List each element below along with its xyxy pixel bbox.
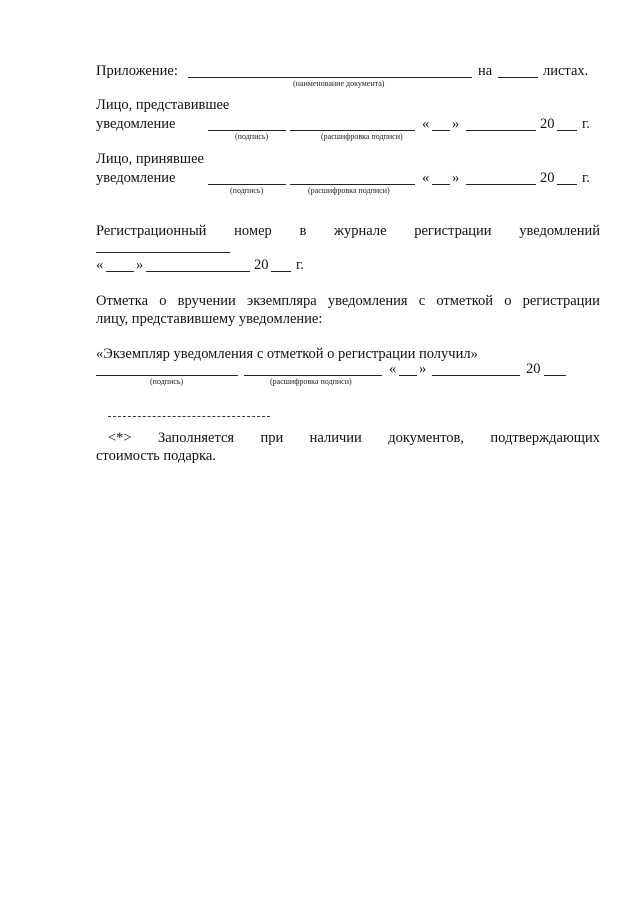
registration-day-line[interactable] [106,271,134,272]
delivery-word: экземпляра [246,293,317,309]
footnote-line2: стоимость подарка. [96,448,216,464]
receiver-g: г. [582,170,590,186]
delivery-word: с [418,293,426,309]
receiver-decode-line[interactable] [290,184,415,185]
receiver-year: 20 [540,170,555,186]
receiver-decode-caption: (расшифровка подписи) [308,186,390,195]
attachment-sheets: листах. [543,63,589,79]
delivery-word: о [159,293,167,309]
registration-year-line[interactable] [271,271,291,272]
receipt-quote-close: » [419,361,427,377]
presenter-quote-open: « [422,116,430,132]
receipt-signature-caption: (подпись) [150,377,184,386]
delivery-word: отметкой [436,293,494,309]
attachment-on: на [478,63,493,79]
receipt-signature-line[interactable] [96,375,238,376]
registration-g: г. [296,257,304,273]
receiver-quote-close: » [452,170,460,186]
footnote-word: документов, [388,430,464,446]
presenter-g: г. [582,116,590,132]
receiver-month-line[interactable] [466,184,536,185]
footnote-separator [108,416,270,417]
presenter-quote-close: » [452,116,460,132]
presenter-month-line[interactable] [466,130,536,131]
delivery-word: о [504,293,512,309]
presenter-day-line[interactable] [432,130,450,131]
registration-word: уведомлений [519,223,600,239]
presenter-signature-line[interactable] [208,130,286,131]
registration-line [96,224,600,239]
receipt-year: 20 [526,361,541,377]
registration-month-line[interactable] [146,271,250,272]
receipt-decode-line[interactable] [244,375,382,376]
attachment-label: Приложение: [96,63,178,79]
receiver-signature-caption: (подпись) [230,186,264,195]
receiver-day-line[interactable] [432,184,450,185]
registration-word: номер [234,223,272,239]
registration-word: в [299,223,307,239]
receipt-day-line[interactable] [399,375,417,376]
presenter-year: 20 [540,116,555,132]
registration-word: регистрации [414,223,492,239]
footnote-word: при [260,430,284,446]
presenter-signature-caption: (подпись) [235,132,269,141]
presenter-line1: Лицо, представившее [96,97,230,113]
delivery-word: регистрации [522,293,600,309]
presenter-line2: уведомление [96,116,176,132]
attachment-caption: (наименование документа) [293,79,385,88]
delivery-word: Отметка [96,293,149,309]
receiver-quote-open: « [422,170,430,186]
delivery-line1 [96,294,600,309]
presenter-decode-line[interactable] [290,130,415,131]
receipt-quote-open: « [389,361,397,377]
receiver-line1: Лицо, принявшее [96,151,204,167]
registration-quote-open: « [96,257,104,273]
receipt-quote: «Экземпляр уведомления с отметкой о регистрации получил» [96,346,478,362]
receiver-signature-line[interactable] [208,184,286,185]
footnote-word: подтверждающих [490,430,600,446]
registration-word: Регистрационный [96,223,207,239]
attachment-sheets-line[interactable] [498,77,538,78]
registration-number-line[interactable] [96,252,230,253]
registration-word: журнале [334,223,387,239]
footnote-marker: <*> [108,430,132,446]
receipt-month-line[interactable] [432,375,520,376]
receipt-year-line[interactable] [544,375,566,376]
footnote-word: наличии [309,430,362,446]
receipt-decode-caption: (расшифровка подписи) [270,377,352,386]
attachment-doc-line[interactable] [188,77,472,78]
presenter-decode-caption: (расшифровка подписи) [321,132,403,141]
delivery-line2: лицу, представившему уведомление: [96,311,323,327]
receiver-year-line[interactable] [557,184,577,185]
footnote-word: Заполняется [158,430,235,446]
receiver-line2: уведомление [96,170,176,186]
delivery-word: уведомления [327,293,408,309]
delivery-word: вручении [177,293,236,309]
presenter-year-line[interactable] [557,130,577,131]
registration-year: 20 [254,257,269,273]
footnote-line1 [108,431,600,446]
registration-quote-close: » [136,257,144,273]
